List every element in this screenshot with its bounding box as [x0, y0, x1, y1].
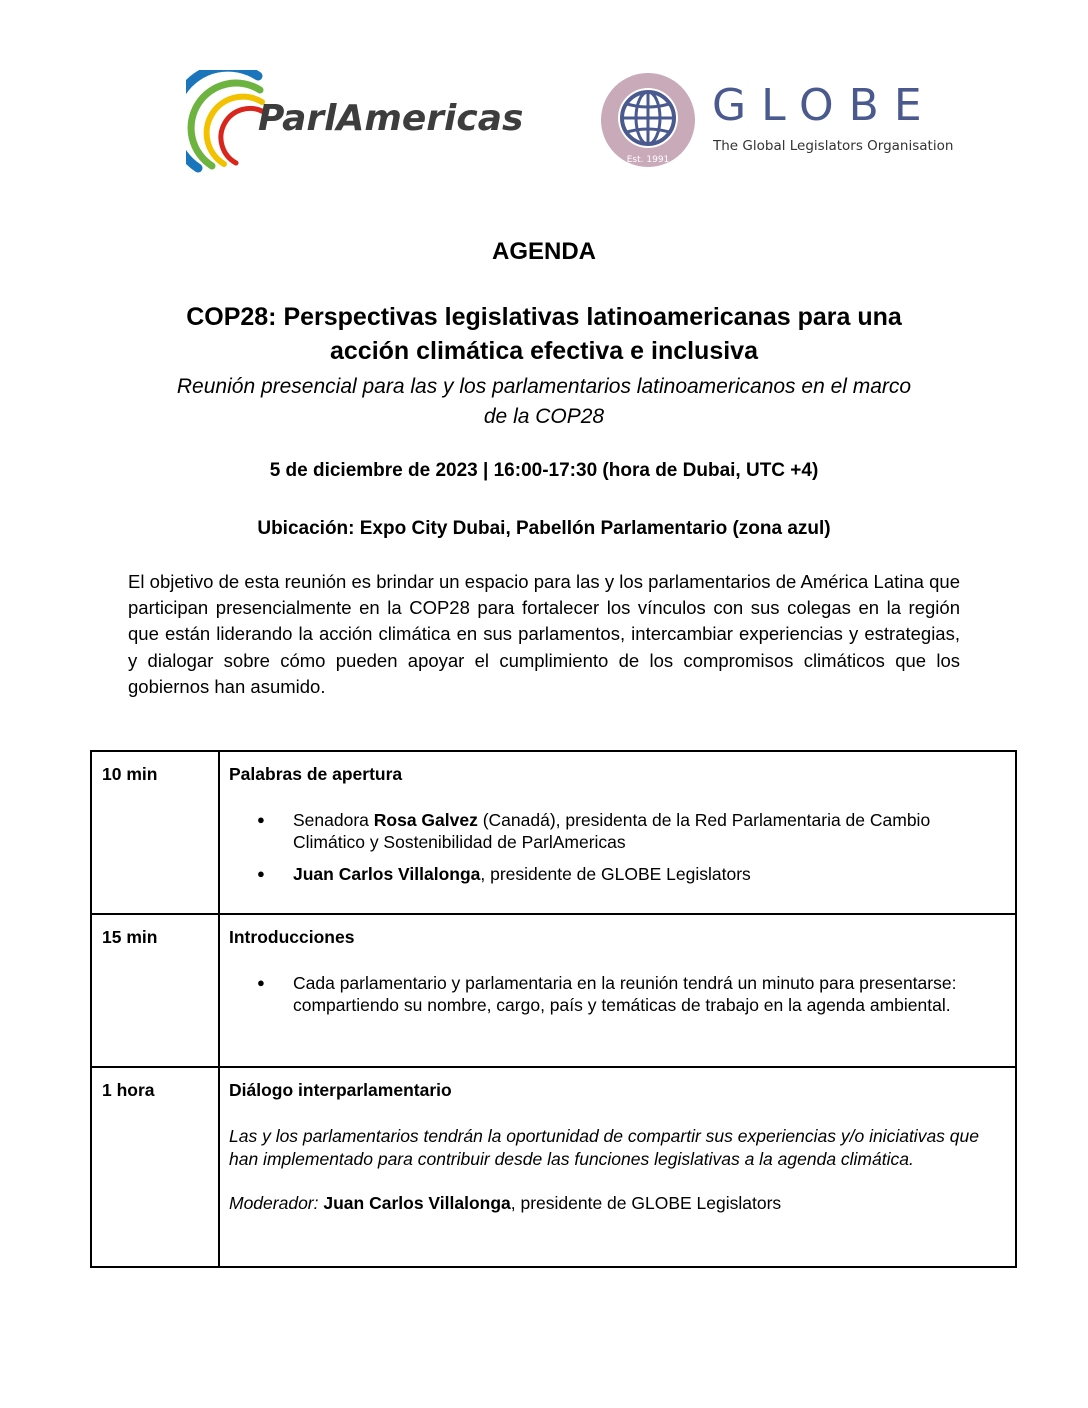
agenda-time-cell [91, 1067, 219, 1267]
agenda-row [91, 751, 1016, 914]
speaker-name: Juan Carlos Villalonga [293, 864, 481, 884]
parlamericas-arcs-icon [186, 70, 266, 175]
speaker-prefix: Senadora [293, 810, 374, 830]
agenda-bullet-list [229, 972, 1005, 1016]
globe-seal-text: Est. 1991 [626, 155, 670, 165]
bullet-icon: ● [257, 866, 265, 881]
agenda-time: 15 min [102, 927, 158, 947]
agenda-heading: AGENDA [491, 238, 596, 265]
event-subtitle-line-2: de la COP28 [483, 405, 605, 428]
globe-logo [598, 72, 958, 172]
agenda-content-cell [219, 751, 1016, 914]
bullet-icon: ● [257, 975, 265, 990]
logos-header [0, 0, 1088, 200]
session-description: Las y los parlamentarios tendrán la oportunidad de compartir sus experiencias y/o iniciativas que han implementado para contribuir desde las funciones legislativas a la agenda climática. [229, 1126, 979, 1169]
agenda-time: 10 min [102, 764, 158, 784]
agenda-time-cell [91, 914, 219, 1067]
event-subtitle-line-1: Reunión presencial para las y los parlamentarios latinoamericanos en el marco [176, 375, 912, 398]
event-title-line-1: COP28: Perspectivas legislativas latinoamericanas para una [186, 303, 902, 331]
agenda-section-title: Introducciones [229, 927, 355, 947]
moderator-line [229, 1192, 1005, 1214]
event-location: Ubicación: Expo City Dubai, Pabellón Parlamentario (zona azul) [257, 518, 831, 539]
agenda-section-title: Diálogo interparlamentario [229, 1080, 452, 1100]
bullet-text: Cada parlamentario y parlamentaria en la reunión tendrá un minuto para presentarse: compartiendo su nombre, cargo, país y temáticas de trabajo en la agenda ambiental. [293, 973, 957, 1015]
agenda-section-title: Palabras de apertura [229, 764, 403, 784]
speaker-role: , presidente de GLOBE Legislators [480, 864, 751, 884]
parlamericas-logo [186, 70, 546, 175]
agenda-time-cell [91, 751, 219, 914]
bullet-icon: ● [257, 812, 265, 827]
agenda-time: 1 hora [102, 1080, 155, 1100]
intro-paragraph: El objetivo de esta reunión es brindar un espacio para las y los parlamentarios de América Latina que participan presencialmente en la COP28 para fortalecer los vínculos con sus colegas en la región que están liderando la acción climática en sus parlamentos, intercambiar experiencias y estrategias, y dialogar sobre cómo pueden apoyar el cumplimiento de los compromisos climáticos que los gobiernos han asumido. [128, 571, 960, 697]
list-item [229, 863, 1005, 885]
list-item [229, 809, 1005, 853]
agenda-content-cell [219, 1067, 1016, 1267]
agenda-bullet-list [229, 809, 1005, 885]
globe-wordmark: GLOBE [712, 80, 937, 131]
parlamericas-wordmark: ParlAmericas [258, 98, 524, 139]
globe-tagline: The Global Legislators Organisation [713, 138, 954, 154]
agenda-row [91, 914, 1016, 1067]
event-title-line-2: acción climática efectiva e inclusiva [329, 337, 758, 365]
event-title [0, 300, 1088, 368]
moderator-label: Moderador: [229, 1193, 319, 1213]
list-item [229, 972, 1005, 1016]
speaker-role: (Canadá), presidenta de la Red Parlamentaria de Cambio Climático y Sostenibilidad de ParlAmericas [293, 810, 931, 852]
moderator-role: , presidente de GLOBE Legislators [510, 1193, 782, 1213]
event-date: 5 de diciembre de 2023 | 16:00-17:30 (hora de Dubai, UTC +4) [269, 460, 819, 481]
event-subtitle [0, 372, 1088, 432]
speaker-name: Rosa Galvez [373, 810, 478, 830]
agenda-row [91, 1067, 1016, 1267]
agenda-content-cell [219, 914, 1016, 1067]
moderator-name: Juan Carlos Villalonga [323, 1193, 511, 1213]
globe-seal-icon [598, 72, 706, 172]
agenda-table [90, 750, 1017, 1268]
